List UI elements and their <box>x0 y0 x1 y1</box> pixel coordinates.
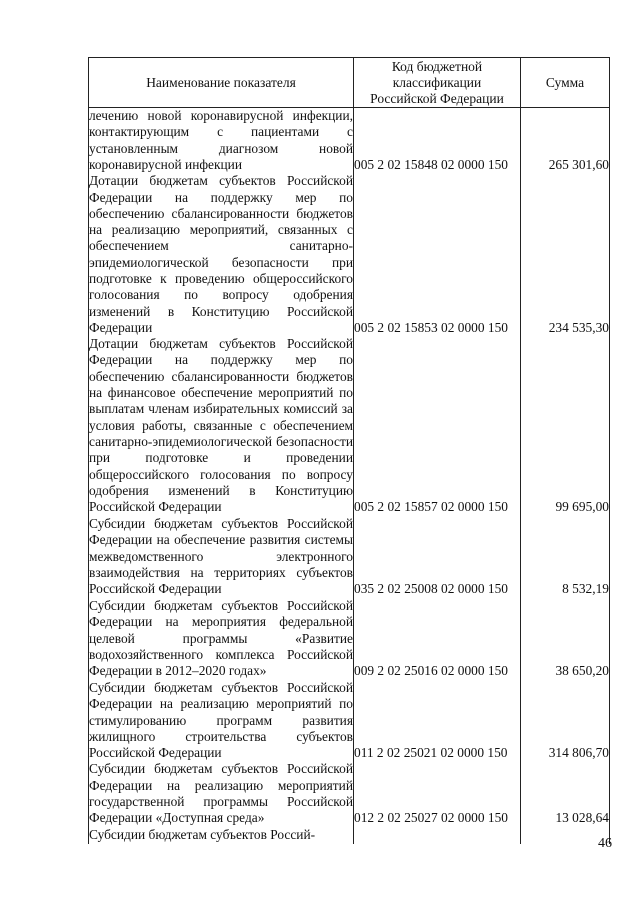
table-row <box>89 679 610 761</box>
table-body <box>89 108 610 844</box>
row-sum: 265 301,60 <box>521 108 610 174</box>
row-sum: 99 695,00 <box>521 336 610 515</box>
row-name: Субсидии бюджетам субъектов Российской Федерации на реализацию мероприятий по стимулированию программ развития жилищного строительства субъектов Российской Федерации <box>89 679 353 761</box>
row-sum: 234 535,30 <box>521 173 610 336</box>
table-row <box>89 597 610 679</box>
row-code: 005 2 02 15857 02 0000 150 <box>354 336 521 515</box>
row-code: 009 2 02 25016 02 0000 150 <box>354 597 521 679</box>
header-indicator-name: Наименование показателя <box>89 58 354 108</box>
row-sum: 13 028,64 <box>521 761 610 826</box>
table-header <box>89 58 610 108</box>
table-row <box>89 761 610 826</box>
row-sum: 8 532,19 <box>521 515 610 597</box>
table-row <box>89 173 610 336</box>
header-budget-code-text: Код бюджетной классификации Российской Федерации <box>370 58 504 106</box>
row-name: Субсидии бюджетам субъектов Российской Федерации на обеспечение развития системы межведомственного электронного взаимодействия на территориях субъектов Российской Федерации <box>89 515 353 597</box>
row-name: Субсидии бюджетам субъектов Российской Федерации на мероприятия федеральной целевой программы «Развитие водохозяйственного комплекса Российской Федерации в 2012–2020 годах» <box>89 597 353 679</box>
row-code: 005 2 02 15853 02 0000 150 <box>354 173 521 336</box>
table-row <box>89 515 610 597</box>
table-row <box>89 108 610 174</box>
row-code: 035 2 02 25008 02 0000 150 <box>354 515 521 597</box>
row-sum: 314 806,70 <box>521 679 610 761</box>
row-code: 012 2 02 25027 02 0000 150 <box>354 761 521 826</box>
row-name: Дотации бюджетам субъектов Российской Федерации на поддержку мер по обеспечению сбалансированности бюджетов на финансовое обеспечение мероприятий по выплатам членам избирательных комиссий за условия работы, связанные с обеспечением санитарно-эпидемиологической безопасности при подготовке и проведении общероссийского голосования по вопросу одобрения изменений в Конституцию Российской Федерации <box>89 336 353 515</box>
row-name: Дотации бюджетам субъектов Российской Федерации на поддержку мер по обеспечению сбалансированности бюджетов на реализацию мероприятий, связанных с обеспечением санитарно-эпидемиологической безопасности при подготовке к проведению общероссийского голосования по вопросу одобрения изменений в Конституцию Российской Федерации <box>89 173 353 335</box>
row-sum: 38 650,20 <box>521 597 610 679</box>
row-code: 005 2 02 15848 02 0000 150 <box>354 108 521 174</box>
table-row <box>89 827 610 844</box>
header-sum: Сумма <box>521 58 610 108</box>
table-row <box>89 336 610 515</box>
header-budget-code <box>354 58 521 108</box>
row-name: Субсидии бюджетам субъектов Россий- <box>89 827 354 844</box>
budget-revenue-table <box>88 57 610 844</box>
row-name: лечению новой коронавирусной инфекции, контактирующим с пациентами с установленным диагнозом новой коронавирусной инфекции <box>89 108 353 172</box>
page-number: 46 <box>598 836 612 851</box>
row-code: 011 2 02 25021 02 0000 150 <box>354 679 521 761</box>
row-sum <box>521 827 610 844</box>
row-name: Субсидии бюджетам субъектов Российской Федерации на реализацию мероприятий государственной программы Российской Федерации «Доступная среда» <box>89 761 353 826</box>
row-code <box>354 827 521 844</box>
